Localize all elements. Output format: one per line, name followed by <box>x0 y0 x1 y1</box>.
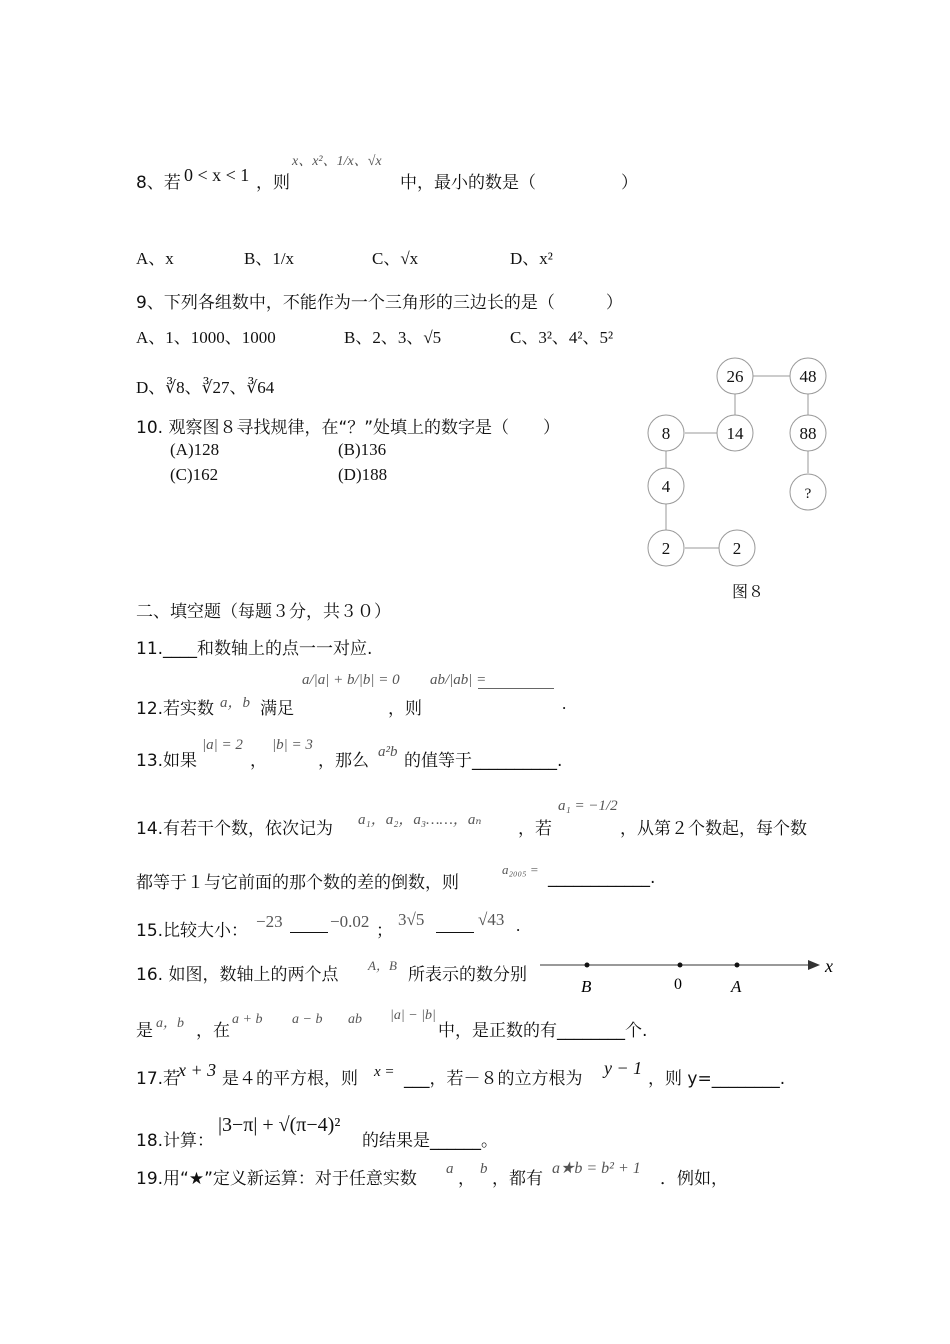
figure-8-diagram <box>640 355 840 605</box>
q8-then: ，则 <box>256 173 290 193</box>
q10-stem: 10. 观察图８寻找规律，在“？”处填上的数字是（ ） <box>136 418 561 438</box>
q8-option-d: D、x² <box>510 249 553 268</box>
axis-label-zero: 0 <box>674 976 682 993</box>
q8-option-a: A、x <box>136 249 174 268</box>
number-line-point-a <box>735 963 740 968</box>
q14-target: a₂₀₀₅ = <box>502 862 539 877</box>
q15-pair1-left: −23 <box>256 912 283 931</box>
q16-line2-lead: 是 <box>136 1021 153 1041</box>
q17-x-equals: x = <box>374 1064 395 1080</box>
q16-number-line <box>540 950 840 1000</box>
q16-tail: 中，是正数的有________个. <box>438 1021 648 1041</box>
q15-pair2-right: √43 <box>478 910 505 929</box>
axis-label-a: A <box>731 977 742 996</box>
q19-var-b: b <box>480 1161 488 1177</box>
q19-definition: a★b = b² + 1 <box>552 1160 641 1177</box>
q8-number: 8、 <box>136 173 164 193</box>
q17-mid2: ___，若－８的立方根为 <box>404 1069 583 1089</box>
q12-mid: 满足 <box>260 699 294 719</box>
q15-blank-1[interactable] <box>290 932 328 933</box>
q16-mid: 所表示的数分别 <box>408 965 527 985</box>
fig8-label-88: 88 <box>799 424 817 443</box>
q8-condition: 0 < x < 1 <box>184 165 250 185</box>
q14-rest-line2: 都等于１与它前面的那个数的差的倒数，则 <box>136 873 459 893</box>
q13-condition-b: |b| = 3 <box>272 737 313 753</box>
q8-option-c: C、√x <box>372 249 419 268</box>
number-line-origin <box>678 963 683 968</box>
q13-lead: 13.如果 <box>136 751 198 771</box>
q12-vars: a，b <box>220 695 251 711</box>
q10-option-c: (C)162 <box>170 465 219 484</box>
q15-blank-2[interactable] <box>436 932 474 933</box>
q12-then: ，则 <box>388 699 422 719</box>
q16-expr-product: ab <box>348 1012 362 1027</box>
q15-lead: 15.比较大小： <box>136 921 249 941</box>
q10-option-d: (D)188 <box>338 465 388 484</box>
q9-option-c: C、3²、4²、5² <box>510 328 614 347</box>
q19-sep: ， <box>458 1169 475 1189</box>
section-2-title: 二、填空题（每题３分，共３０） <box>136 602 391 622</box>
q18-tail: 的结果是______。 <box>362 1131 498 1151</box>
q8-prefix: 若 <box>163 173 181 193</box>
q16-expr-diff: a − b <box>292 1012 323 1027</box>
q13-expression: a²b <box>378 744 398 760</box>
q19-lead: 19.用“★”定义新运算：对于任意实数 <box>136 1169 417 1189</box>
q10-option-b: (B)136 <box>338 440 387 459</box>
q14-ruo: ，若 <box>518 819 552 839</box>
q16-expr-absdiff: |a| − |b| <box>390 1008 436 1023</box>
fig8-label-48: 48 <box>799 367 817 386</box>
fig8-label-question: ? <box>804 486 812 502</box>
q13-mid: ，那么 <box>318 751 369 771</box>
fig8-label-26: 26 <box>726 367 744 386</box>
q14-rest-line1: ，从第２个数起，每个数 <box>620 819 807 839</box>
q17-mid1: 是４的平方根，则 <box>222 1069 358 1089</box>
q13-sep: ， <box>250 751 267 771</box>
q16-expr-sum: a + b <box>232 1012 263 1027</box>
q12-expression: ab/|ab| = <box>430 672 487 688</box>
q12-answer-blank[interactable] <box>478 688 554 689</box>
q8-set: x、x²、1/x、√x <box>292 154 382 169</box>
q16-zai: ，在 <box>196 1021 230 1041</box>
fig8-label-4: 4 <box>661 477 671 496</box>
q14-sequence: a₁，a₂，a₃……，aₙ <box>358 812 482 828</box>
q12-lead: 12.若实数 <box>136 699 215 719</box>
q12-condition: a/|a| + b/|b| = 0 <box>302 672 400 688</box>
q15-semicolon: ； <box>376 921 393 941</box>
q9-stem: 9、下列各组数中，不能作为一个三角形的三边长的是（ ） <box>136 293 623 313</box>
q15-tail: . <box>516 916 521 935</box>
q9-option-b: B、2、3、√5 <box>344 328 442 347</box>
q17-tail: ，则 y=________. <box>648 1069 786 1089</box>
q18-lead: 18.计算： <box>136 1131 215 1151</box>
q14-tail: ____________. <box>548 868 656 888</box>
q8-stem <box>136 168 181 193</box>
q16-vars: a，b <box>156 1016 184 1031</box>
number-line-point-b <box>585 963 590 968</box>
q19-mid: ，都有 <box>492 1169 543 1189</box>
q9-option-d: D、∛8、∛27、∛64 <box>136 378 275 397</box>
axis-label-x: x <box>825 956 833 976</box>
q8-ask: 中，最小的数是（ ） <box>400 173 638 193</box>
q15-pair1-right: −0.02 <box>330 912 370 931</box>
q13-tail: 的值等于__________. <box>404 751 563 771</box>
q9-option-a: A、1、1000、1000 <box>136 328 276 347</box>
q13-condition-a: |a| = 2 <box>202 737 243 753</box>
q16-lead: 16. 如图，数轴上的两个点 <box>136 965 339 985</box>
q15-pair2-left: 3√5 <box>398 910 425 929</box>
q14-lead: 14.有若干个数，依次记为 <box>136 819 334 839</box>
q11: 11.____和数轴上的点一一对应. <box>136 639 373 659</box>
q14-a1: a₁ = −1/2 <box>558 798 618 814</box>
q12-tail: . <box>562 694 567 713</box>
q17-expr-y1: y − 1 <box>604 1058 643 1078</box>
q17-expr-x3: x + 3 <box>178 1060 217 1080</box>
q18-expression: |3−π| + √(π−4)² <box>218 1114 341 1136</box>
fig8-label-8: 8 <box>661 424 671 443</box>
figure-8-caption: 图８ <box>732 582 765 601</box>
q17-lead: 17.若 <box>136 1069 181 1089</box>
q16-points: A，B <box>368 958 397 973</box>
q19-var-a: a <box>446 1161 454 1177</box>
q8-option-b: B、1/x <box>244 249 295 268</box>
fig8-label-2b: 2 <box>732 539 742 558</box>
q10-option-a: (A)128 <box>170 440 220 459</box>
q19-tail: ．例如， <box>660 1169 728 1189</box>
fig8-label-2a: 2 <box>661 539 671 558</box>
axis-label-b: B <box>581 977 592 996</box>
fig8-label-14: 14 <box>726 424 744 443</box>
